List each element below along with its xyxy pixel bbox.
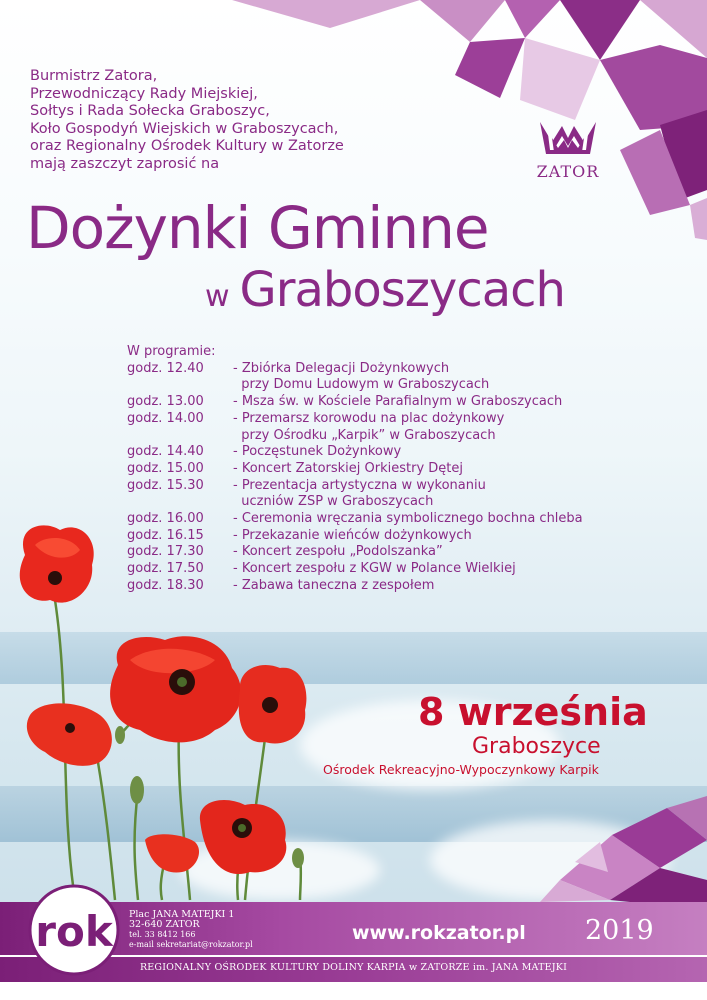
program-item — [127, 578, 583, 595]
invitation-line: Sołtys i Rada Sołecka Graboszyc, — [30, 103, 270, 119]
invitation-line: mają zaszczyt zaprosić na — [30, 155, 220, 172]
event-venue: Ośrodek Rekreacyjno-Wypoczynkowy Karpik — [323, 762, 599, 777]
footer-base — [0, 982, 707, 1000]
program-item — [127, 394, 583, 411]
program-item — [127, 494, 583, 511]
poppy-flower — [200, 800, 286, 874]
poppy-flower — [145, 834, 199, 872]
email-text: e-mail sekretariat@rokzator.pl — [129, 940, 253, 949]
invitation-line: Przewodniczący Rady Miejskiej, — [30, 85, 258, 102]
program-desc: uczniów ZSP w Graboszycach — [233, 494, 434, 510]
poppy-flower — [239, 665, 307, 743]
program-time: godz. 14.40 — [127, 444, 204, 460]
program-desc: - Przekazanie wieńców dożynkowych — [233, 527, 472, 543]
poppy-flower — [110, 636, 241, 742]
program-time: godz. 13.00 — [127, 394, 204, 410]
program-time — [127, 428, 233, 445]
program-item — [127, 444, 583, 461]
program-time: godz. 12.40 — [127, 360, 204, 376]
title-preposition: w — [205, 279, 230, 314]
invitation-line: Burmistrz Zatora, — [30, 68, 158, 84]
program-item — [127, 361, 583, 378]
address-line: Plac JANA MATEJKI 1 — [129, 909, 235, 920]
invitation-line: oraz Regionalny Ośrodek Kultury w Zatorze — [30, 138, 344, 154]
program-desc: - Zabawa taneczna z zespołem — [233, 577, 435, 593]
phone-text: tel. 33 8412 166 — [129, 930, 196, 939]
program-time — [127, 494, 233, 511]
invitation-text — [30, 68, 344, 173]
poppy-flower — [27, 703, 112, 766]
program-heading: W programie: — [127, 344, 216, 359]
program-desc: - Ceremonia wręczania symbolicznego bochna chleba — [233, 511, 583, 527]
title-location: Graboszycach — [239, 262, 565, 318]
year-text: 2019 — [585, 915, 654, 946]
program-item — [127, 461, 583, 478]
program-desc: - Poczęstunek Dożynkowy — [233, 444, 402, 460]
title-main: Dożynki Gminne — [26, 194, 489, 262]
program-desc: - Msza św. w Kościele Parafialnym w Graboszycach — [233, 394, 563, 410]
invitation-line: Koło Gospodyń Wiejskich w Graboszycach, — [30, 120, 339, 137]
program-item — [127, 478, 583, 495]
program-desc: przy Ośrodku „Karpik” w Graboszycach — [233, 427, 496, 443]
program-time — [127, 377, 233, 394]
event-place: Graboszyce — [472, 734, 601, 759]
zator-logo — [526, 108, 610, 181]
program-item — [127, 411, 583, 428]
program-desc: - Koncert Zatorskiej Orkiestry Dętej — [233, 460, 464, 476]
zator-logo-label: ZATOR — [536, 162, 600, 181]
event-date: 8 września — [418, 690, 648, 734]
program-desc: - Przemarsz korowodu na plac dożynkowy — [233, 410, 505, 426]
crown-icon — [538, 108, 598, 156]
program-desc: - Koncert zespołu „Podolszanka” — [233, 544, 443, 560]
organization-name: REGIONALNY OŚRODEK KULTURY DOLINY KARPIA w ZATORZE im. JANA MATEJKI — [139, 962, 568, 973]
program-item — [127, 544, 583, 561]
program-time: godz. 15.00 — [127, 460, 204, 476]
program-time: godz. 14.00 — [127, 410, 204, 426]
footer — [0, 902, 707, 1000]
poppy-flower — [20, 525, 94, 602]
program-time: godz. 18.30 — [127, 577, 204, 593]
address-block — [129, 910, 253, 950]
website-link[interactable]: www.rokzator.pl — [352, 922, 526, 944]
program-time: godz. 15.30 — [127, 477, 204, 493]
program-item — [127, 561, 583, 578]
program-item — [127, 377, 583, 394]
program-item — [127, 528, 583, 545]
program-time: godz. 17.50 — [127, 561, 204, 577]
program-desc: - Prezentacja artystyczna w wykonaniu — [233, 477, 486, 493]
program-item — [127, 428, 583, 445]
program-desc: - Koncert zespołu z KGW w Polance Wielkiej — [233, 561, 516, 577]
address-line: 32-640 ZATOR — [129, 919, 200, 930]
program-time: godz. 16.15 — [127, 527, 204, 543]
program-desc: - Zbiórka Delegacji Dożynkowych — [233, 360, 450, 376]
program-list — [127, 344, 583, 595]
program-desc: przy Domu Ludowym w Graboszycach — [233, 377, 490, 393]
title-sub — [205, 262, 565, 318]
program-time: godz. 17.30 — [127, 544, 204, 560]
program-item — [127, 511, 583, 528]
program-time: godz. 16.00 — [127, 511, 204, 527]
rok-logo-text: rok — [35, 907, 113, 956]
